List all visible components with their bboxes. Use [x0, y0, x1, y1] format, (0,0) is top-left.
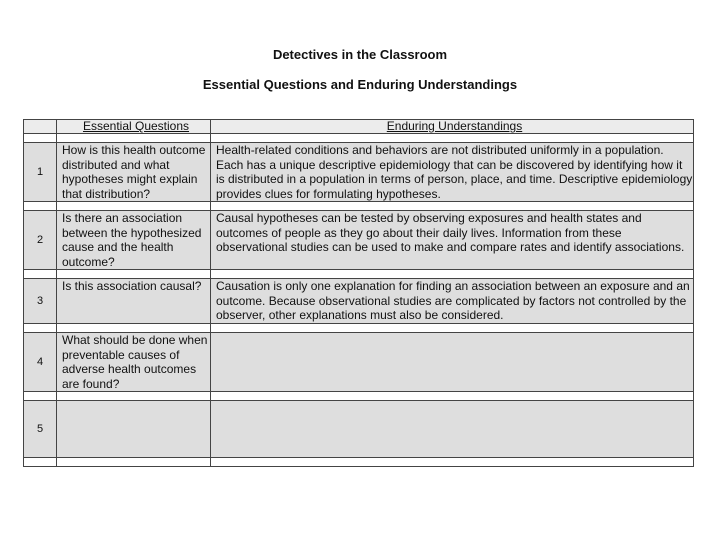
question-cell: [57, 401, 211, 458]
question-cell: How is this health outcome distributed and what hypotheses might explain that distribution?: [57, 143, 211, 202]
row-number: 5: [24, 401, 57, 458]
question-cell: Is there an association between the hypothesized cause and the health outcome?: [57, 211, 211, 270]
understanding-cell: Causation is only one explanation for finding an association between an exposure and an outcome. Because observational studies are complicated by factors not controlled by the observer, other explanations must also be considered.: [211, 279, 694, 324]
document-subtitle: Essential Questions and Enduring Understandings: [202, 77, 518, 92]
header-enduring-understandings: Enduring Understandings: [211, 120, 694, 134]
table-row: [24, 333, 694, 392]
table-row: [24, 211, 694, 270]
understanding-cell: Health-related conditions and behaviors are not distributed uniformly in a population. Each has a unique descriptive epidemiology that can be discovered by identifying how it is distributed in a population in terms of person, place, and time. Descriptive epidemiology provides clues for formulating hypotheses.: [211, 143, 694, 202]
understanding-cell: [211, 401, 694, 458]
spacer-row: [24, 270, 694, 279]
table-row: [24, 401, 694, 458]
spacer-row: [24, 458, 694, 467]
question-cell: Is this association causal?: [57, 279, 211, 324]
header-essential-questions: Essential Questions: [57, 120, 211, 134]
table-row: [24, 143, 694, 202]
document-title: Detectives in the Classroom: [272, 47, 448, 62]
questions-table: [23, 119, 694, 467]
row-number: 3: [24, 279, 57, 324]
question-cell: What should be done when preventable causes of adverse health outcomes are found?: [57, 333, 211, 392]
table-header-row: [24, 120, 694, 134]
understanding-cell: Causal hypotheses can be tested by observing exposures and health states and outcomes of people as they go about their daily lives. Information from these observational studies can be used to make and compare rates and identify associations.: [211, 211, 694, 270]
understanding-cell: [211, 333, 694, 392]
spacer-row: [24, 324, 694, 333]
spacer-row: [24, 392, 694, 401]
table-row: [24, 279, 694, 324]
spacer-row: [24, 134, 694, 143]
row-number: 2: [24, 211, 57, 270]
row-number: 4: [24, 333, 57, 392]
spacer-row: [24, 202, 694, 211]
header-number-cell: [24, 120, 57, 134]
row-number: 1: [24, 143, 57, 202]
